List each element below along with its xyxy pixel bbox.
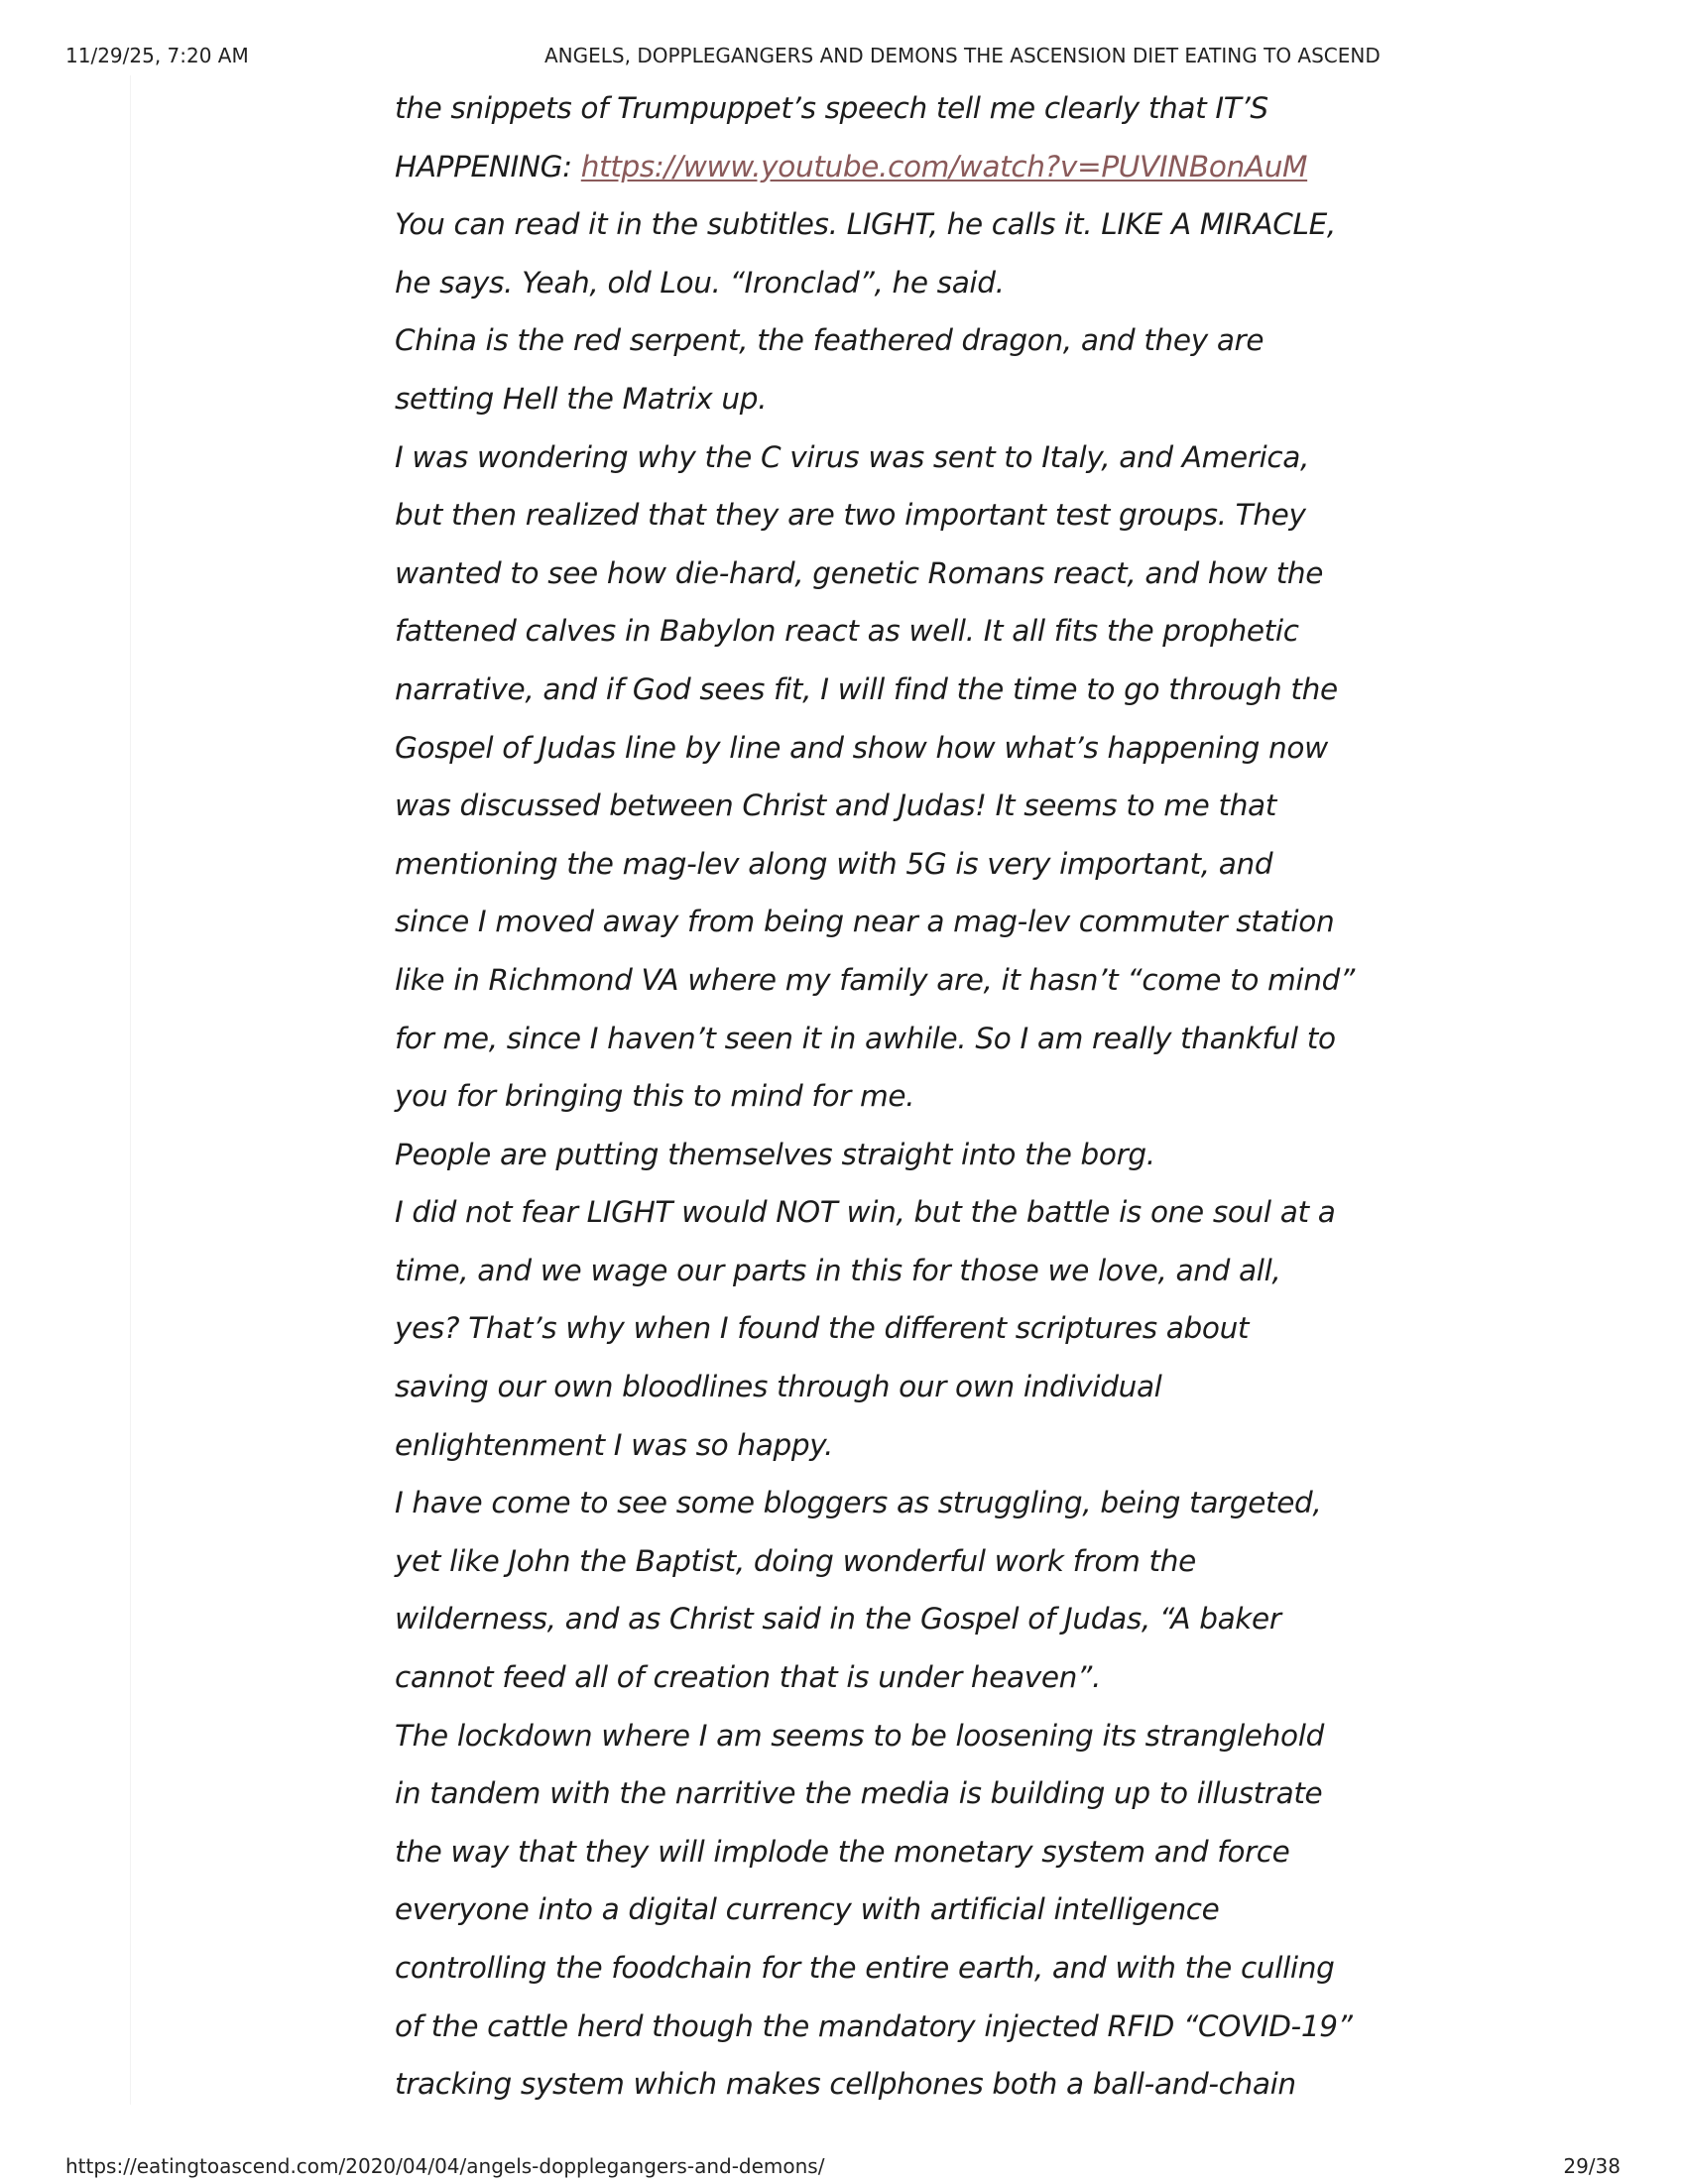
article-line: tracking system which makes cellphones both a ball-and-chain <box>395 2067 1296 2102</box>
article-line: wilderness, and as Christ said in the Gospel of Judas, “A baker <box>395 1602 1281 1637</box>
article-line: I have come to see some bloggers as struggling, being targeted, <box>395 1486 1322 1520</box>
print-datetime: 11/29/25, 7:20 AM <box>65 44 249 67</box>
print-footer <box>0 2154 1686 2184</box>
article-line: controlling the foodchain for the entire earth, and with the culling <box>395 1951 1335 1985</box>
article-line: yet like John the Baptist, doing wonderful work from the <box>395 1543 1196 1578</box>
youtube-link[interactable]: https://www.youtube.com/watch?v=PUVINBonAuM <box>580 149 1308 183</box>
article-line: mentioning the mag-lev along with 5G is very important, and <box>395 846 1273 881</box>
article-line: I did not fear LIGHT would NOT win, but the battle is one soul at a <box>395 1195 1336 1230</box>
article-line: you for bringing this to mind for me. <box>395 1079 915 1114</box>
article-line: China is the red serpent, the feathered dragon, and they are <box>395 323 1264 358</box>
article-line: You can read it in the subtitles. LIGHT, he calls it. LIKE A MIRACLE, <box>395 207 1336 242</box>
article-line: saving our own bloodlines through our own individual <box>395 1370 1162 1404</box>
article-line: everyone into a digital currency with artificial intelligence <box>395 1892 1220 1927</box>
article-line: in tandem with the narritive the media is building up to illustrate <box>395 1776 1323 1811</box>
article-line: I was wondering why the C virus was sent to Italy, and America, <box>395 439 1310 474</box>
article-line: yes? That’s why when I found the different scriptures about <box>395 1311 1250 1346</box>
article-line: cannot feed all of creation that is under heaven”. <box>395 1660 1101 1695</box>
article-line: of the cattle herd though the mandatory injected RFID “COVID-19” <box>395 2008 1353 2043</box>
article-body <box>395 79 1386 2114</box>
print-header <box>0 44 1686 73</box>
print-url: https://eatingtoascend.com/2020/04/04/angels-dopplegangers-and-demons/ <box>65 2154 825 2178</box>
link-prefix: HAPPENING: <box>395 149 581 183</box>
article-line: wanted to see how die-hard, genetic Romans react, and how the <box>395 555 1324 590</box>
article-line: fattened calves in Babylon react as well. It all fits the prophetic <box>395 614 1299 649</box>
article-line: like in Richmond VA where my family are, it hasn’t “come to mind” <box>395 962 1355 997</box>
article-line: People are putting themselves straight into the borg. <box>395 1137 1155 1171</box>
article-line: The lockdown where I am seems to be loosening its stranglehold <box>395 1718 1324 1753</box>
article-line: for me, since I haven’t seen it in awhile. So I am really thankful to <box>395 1021 1336 1055</box>
print-page-number: 29/38 <box>1563 2154 1621 2178</box>
page-divider <box>130 75 131 2105</box>
article-line: but then realized that they are two important test groups. They <box>395 498 1306 533</box>
article-line: since I moved away from being near a mag-lev commuter station <box>395 905 1335 939</box>
article-line: narrative, and if God sees fit, I will find the time to go through the <box>395 671 1338 706</box>
article-line: he says. Yeah, old Lou. “Ironclad”, he said. <box>395 265 1005 300</box>
article-line: Gospel of Judas line by line and show how what’s happening now <box>395 730 1328 765</box>
print-page-title: ANGELS, DOPPLEGANGERS AND DEMONS THE ASCENSION DIET EATING TO ASCEND <box>544 44 1381 67</box>
article-line: the way that they will implode the monetary system and force <box>395 1834 1290 1869</box>
article-line: was discussed between Christ and Judas! It seems to me that <box>395 789 1276 823</box>
article-line-with-link <box>395 138 1386 196</box>
article-line: setting Hell the Matrix up. <box>395 381 768 416</box>
article-line: the snippets of Trumpuppet’s speech tell me clearly that IT’S <box>395 91 1268 125</box>
article-line: enlightenment I was so happy. <box>395 1427 834 1462</box>
article-line: time, and we wage our parts in this for those we love, and all, <box>395 1253 1281 1287</box>
